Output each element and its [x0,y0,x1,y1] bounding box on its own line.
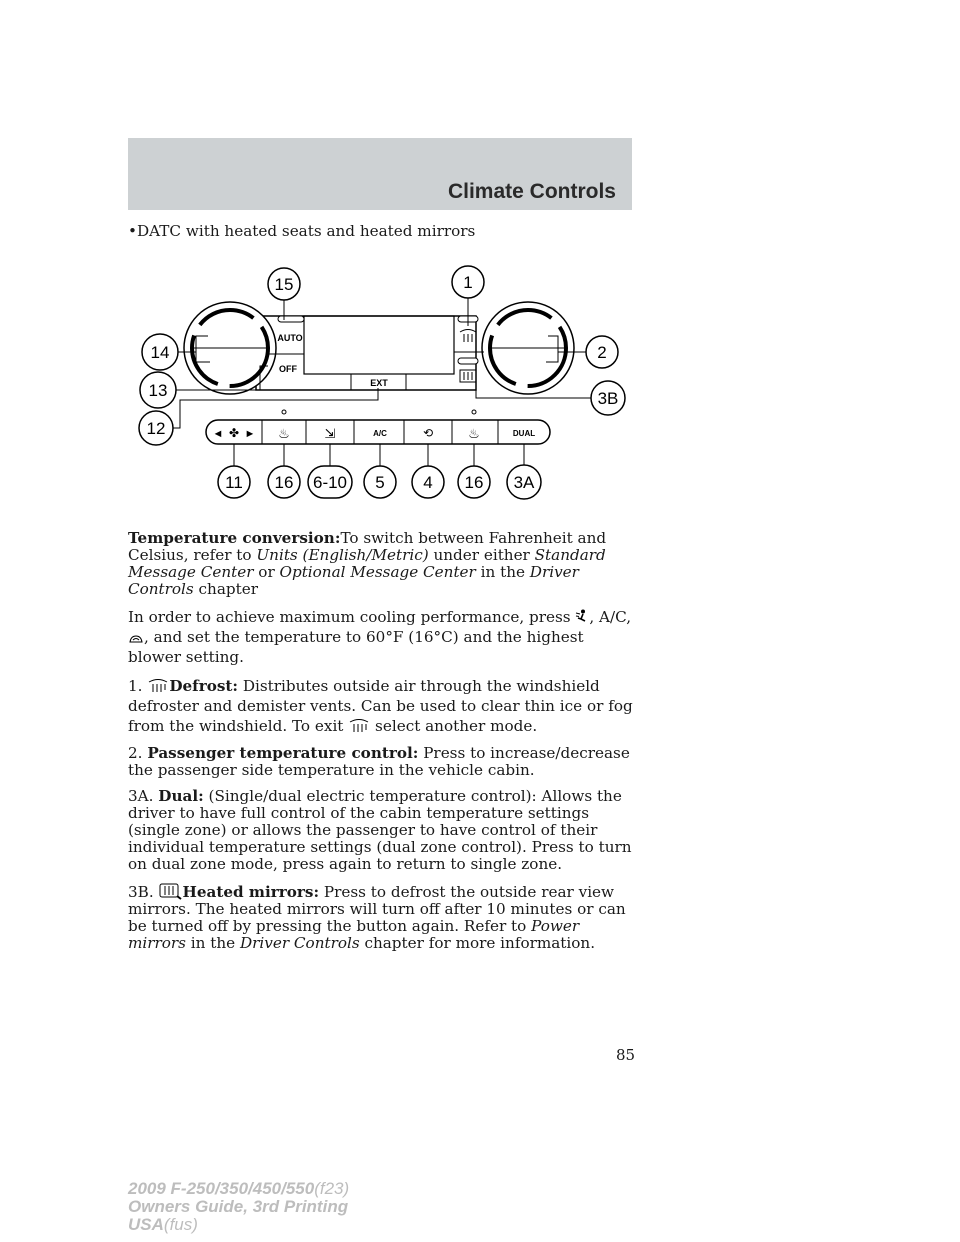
heated-seat-icon: ♨ [278,426,290,441]
defrost-icon [147,678,169,694]
bullet-text: DATC with heated seats and heated mirrors [136,222,476,240]
chapter-header-band [128,138,632,210]
ext-button-label: EXT [370,378,388,388]
link-optional-message-center[interactable]: Optional Message Center [279,563,476,581]
callout-13 [140,372,176,408]
callout-1 [452,266,484,298]
svg-text:3B: 3B [597,389,619,408]
svg-text:12: 12 [146,419,166,438]
svg-text:◄: ◄ [212,428,224,440]
bullet-item [128,222,475,240]
svg-text:14: 14 [150,343,170,362]
dual-button-label: DUAL [512,429,536,438]
callout-4 [412,466,444,498]
ac-button-label: A/C [373,429,387,438]
svg-text:16: 16 [274,473,294,492]
item-2-passenger-temperature: 2. Passenger temperature control: Press to increase/decrease the passenger side temperature in the vehicle cabin. [128,744,630,779]
body-text [128,530,634,961]
callout-16 [268,466,300,498]
temperature-conversion-paragraph: Temperature conversion:To switch between Fahrenheit and Celsius, refer to Units (English/Metric) under either Standard Message Center or Optional Message Center in the Driver Controls chapter [128,529,607,598]
item-3b-heated-mirrors: 3B. Heated mirrors: Press to defrost the outside rear view mirrors. The heated mirrors will turn off after 10 minutes or can be turned off by pressing the button again. Refer to Power mirrors in the Driver Controls chapter for more information. [128,883,626,952]
svg-text:15: 15 [274,275,294,294]
callout-14 [142,334,178,370]
fan-speed-icon [213,426,256,440]
link-driver-controls[interactable]: Driver Controls [128,563,579,598]
svg-text:1: 1 [463,273,473,292]
recirculation-icon [128,633,144,645]
callout-11 [218,466,250,498]
heated-mirror-icon [460,370,476,382]
link-driver-controls[interactable]: Driver Controls [239,934,360,952]
passenger-temperature-knob [482,302,574,394]
svg-text:13: 13 [148,381,168,400]
footer: 2009 F-250/350/450/550(f23) Owners Guide, 3rd Printing USA(fus) [128,1179,350,1234]
callout-6-10 [308,466,352,498]
airflow-mode-icon: ⇲ [324,426,336,441]
link-units[interactable]: Units (English/Metric) [256,546,429,564]
climate-control-diagram [136,262,632,502]
svg-text:6-10: 6-10 [312,473,348,492]
chapter-title: Climate Controls [447,180,616,203]
callout-2 [586,336,618,368]
heated-seat-icon: ♨ [468,426,480,441]
defrost-icon [348,718,370,734]
callout-3a [507,465,541,499]
display-screen [304,316,454,374]
panel-vent-icon [575,609,589,625]
page-number: 85 [616,1046,636,1064]
defrost-icon [460,330,476,343]
link-power-mirrors[interactable]: Power mirrors [128,917,580,952]
auto-indicator [278,316,304,322]
callout-16 [458,466,490,498]
callout-5 [364,466,396,498]
svg-text:4: 4 [423,473,433,492]
svg-text:3A: 3A [513,473,535,492]
svg-text:11: 11 [225,473,243,492]
bullet-symbol: • [128,222,137,240]
heated-mirror-icon [158,882,182,900]
svg-text:5: 5 [375,473,385,492]
callout-15 [268,268,300,300]
auto-button-label: AUTO [277,333,303,343]
svg-text:2: 2 [597,343,607,362]
item-1-defrost: 1. Defrost: Distributes outside air through the windshield defroster and demister vents. Can be used to clear thin ice or fog from the windshield. To exit select another mode. [128,677,633,735]
driver-temperature-knob [184,302,276,394]
recirculation-icon: ⟲ [422,426,434,440]
max-cooling-paragraph: In order to achieve maximum cooling performance, press , A/C, , and set the temperature to 60°F (16°C) and the highest blower setting. [128,608,632,666]
panel-frame [256,316,476,390]
callout-3b [591,381,625,415]
off-button-label: OFF [279,364,297,374]
svg-text:✤: ✤ [228,426,240,440]
svg-text:16: 16 [464,473,484,492]
callout-12 [139,411,173,445]
item-3a-dual: 3A. Dual: (Single/dual electric temperature control): Allows the driver to have full control of the cabin temperature settings (single zone) or allows the passenger to have control of their individual temperature settings (dual zone control). Press to turn on dual zone mode, press again to return to single zone. [128,787,632,873]
svg-text:►: ► [244,428,256,440]
link-standard-message-center[interactable]: Standard Message Center [128,546,606,581]
